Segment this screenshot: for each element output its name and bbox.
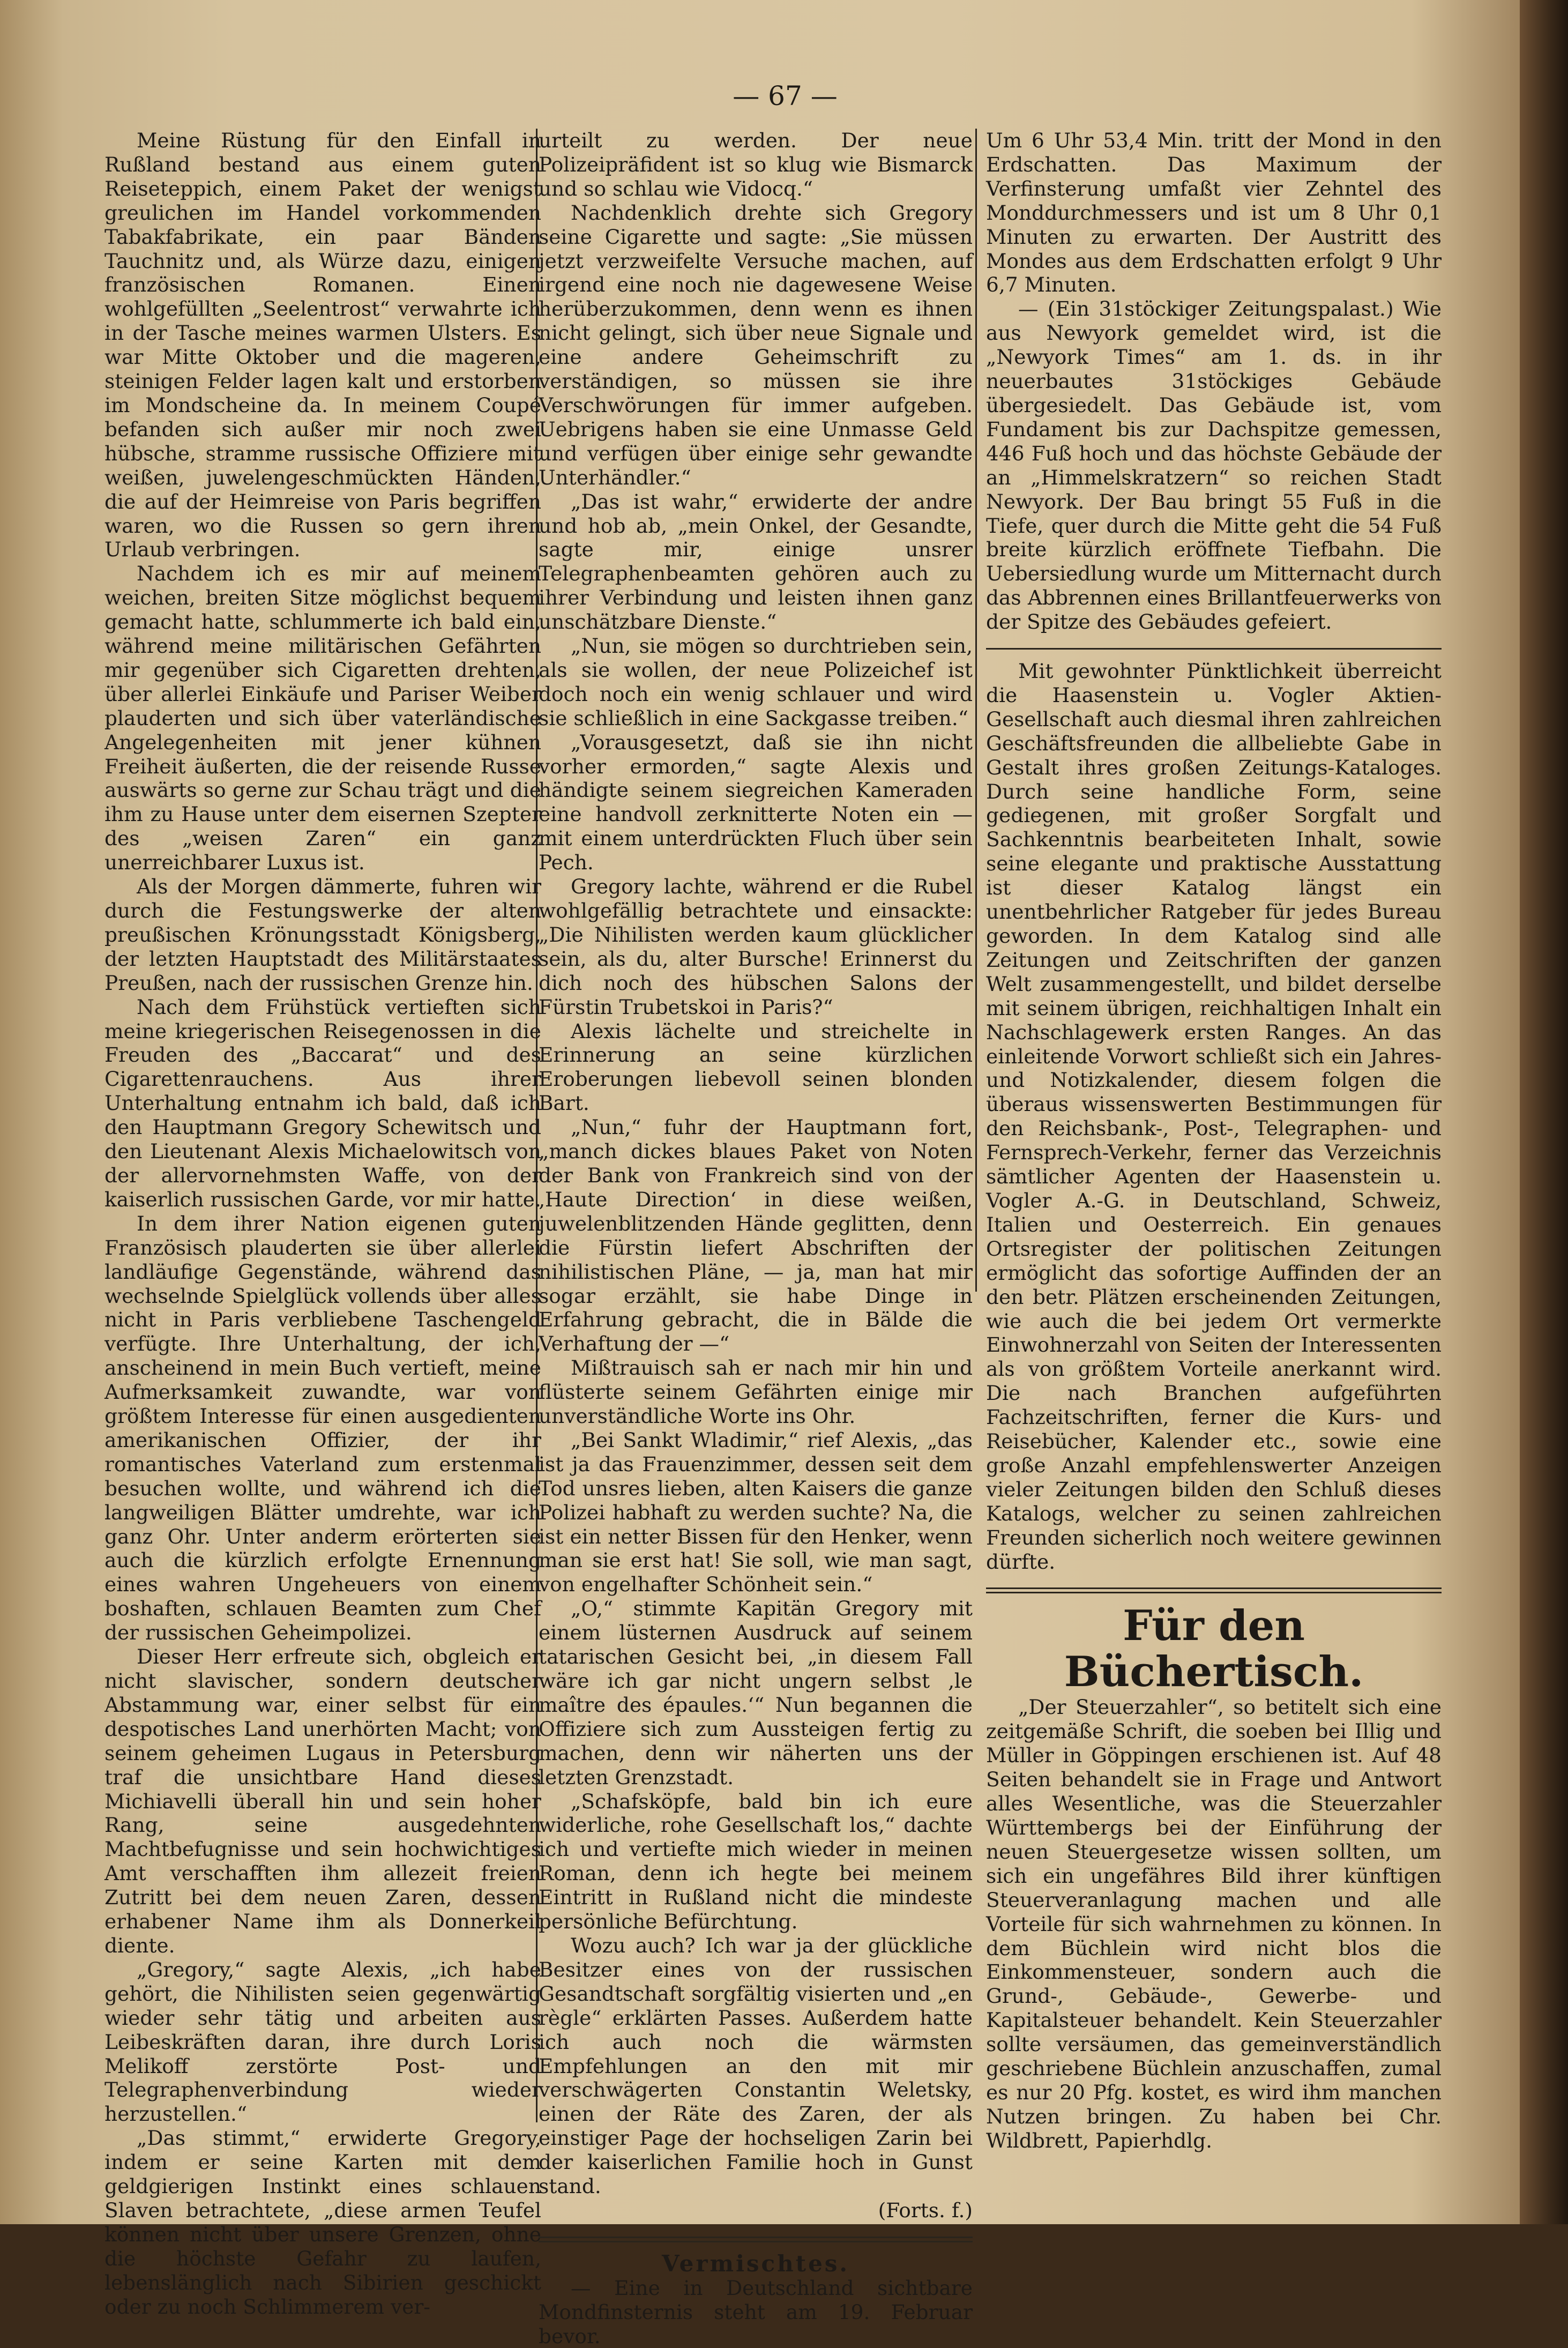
paragraph: „Nun,“ fuhr der Hauptmann fort, „manch dickes blaues Paket von Noten der Bank von Frankreich sind von der ‚Haute Direction‘ in diese weißen, juwelenblitzenden Hände geglitten, denn die Fürstin liefert Abschriften der nihilistischen Pläne, — ja, man hat mir sogar erzählt, sie habe Dinge in Erfahrung gebracht, die in Bälde die Verhaftung der —“ — [539, 1115, 973, 1356]
paragraph: Meine Rüstung für den Einfall in Rußland bestand aus einem guten Reiseteppich, einem Paket der wenigst greulichen im Handel vorkommenden Tabakfabrikate, ein paar Bänden Tauchnitz und, als Würze dazu, einigen französischen Romanen. Einen wohlgefüllten „Seelentrost“ verwahrte ich in der Tasche meines warmen Ulsters. Es war Mitte Oktober und die mageren, steinigen Felder lagen kalt und erstorben im Mondscheine da. In meinem Coupé befanden sich außer mir noch zwei hübsche, stramme russische Offiziere mit weißen, juwelengeschmückten Händen, die auf der Heimreise von Paris begriffen waren, wo die Russen so gern ihren Urlaub verbringen. — [104, 129, 541, 562]
paragraph: Dieser Herr erfreute sich, obgleich er nicht slavischer, sondern deutscher Abstammung war, einer selbst für ein despotisches Land unerhörten Macht; von seinem geheimen Lugaus in Petersburg traf die unsichtbare Hand dieses Michiavelli überall hin und sein hoher Rang, seine ausgedehnten Machtbefugnisse und sein hochwichtiges Amt verschafften ihm allezeit freien Zutritt bei dem neuen Zaren, dessen erhabener Name ihm als Donnerkeil diente. — [104, 1645, 541, 1957]
continuation-note: (Forts. f.) — [878, 2198, 973, 2222]
paragraph: „O,“ stimmte Kapitän Gregory mit einem lüsternen Ausdruck auf seinem tatarischen Gesicht bei, „in diesem Fall wäre ich gar nicht ungern selbst ‚le maître des épaules.‘“ Nun begannen die Offiziere sich zum Aussteigen fertig zu machen, denn wir näherten uns der letzten Grenzstadt. — [539, 1597, 973, 1789]
column-3 — [986, 129, 1442, 2153]
paragraph: — Eine in Deutschland sichtbare Mondfinsternis steht am 19. Februar bevor. — [539, 2276, 973, 2348]
paragraph: „Gregory,“ sagte Alexis, „ich habe gehört, die Nihilisten seien gegenwärtig wieder sehr tätig und arbeiten aus Leibeskräften daran, ihre durch Loris Melikoff zerstörte Post- und Telegraphenverbindung wieder herzustellen.“ — [104, 1957, 541, 2126]
section-divider — [986, 648, 1442, 650]
column-divider-2 — [975, 129, 977, 1292]
column-2 — [539, 129, 973, 2348]
paragraph: Mißtrauisch sah er nach mir hin und flüsterte seinem Gefährten einige mir unverständliche Worte ins Ohr. — [539, 1356, 973, 1428]
paragraph: In dem ihrer Nation eigenen guten Französisch plauderten sie über allerlei landläufige Gegenstände, während das wechselnde Spielglück vollends über alles nicht in Paris verbliebene Taschengeld verfügte. Ihre Unterhaltung, der ich, anscheinend in mein Buch vertieft, meine Aufmerksamkeit zuwandte, war von größtem Interesse für einen ausgedienten amerikanischen Offizier, der ihr romantisches Vaterland zum erstenmal besuchen wollte, und während ich die langweiligen Blätter umdrehte, war ich ganz Ohr. Unter anderm erörterten sie auch die kürzlich erfolgte Ernennung eines wahren Ungeheuers von einem boshaften, schlauen Beamten zum Chef der russischen Geheimpolizei. — [104, 1211, 541, 1645]
book-binding — [1520, 0, 1568, 2224]
paragraph: Mit gewohnter Pünktlichkeit überreicht die Haasenstein u. Vogler Aktien-Gesellschaft auch diesmal ihren zahlreichen Geschäftsfreunden die allbeliebte Gabe in Gestalt ihres großen Zeitungs-Kataloges. Durch seine handliche Form, seine gediegenen, mit großer Sorgfalt und Sachkenntnis bearbeiteten Inhalt, sowie seine elegante und praktische Ausstattung ist dieser Katalog längst ein unentbehrlicher Ratgeber für jedes Bureau geworden. In dem Katalog sind alle Zeitungen und Zeitschriften der ganzen Welt zusammengestellt, und bildet derselbe mit seinem übrigen, reichhaltigen Inhalt ein Nachschlagewerk ersten Ranges. An das einleitende Vorwort schließt sich ein Jahres- und Notizkalender, diesem folgen die überaus wissenswerten Bestimmungen für den Reichsbank-, Post-, Telegraphen- und Fernsprech-Verkehr, ferner das Verzeichnis sämtlicher Agenten der Haasenstein u. Vogler A.-G. in Deutschland, Schweiz, Italien und Oesterreich. Ein genaues Ortsregister der politischen Zeitungen ermöglicht das sofortige Auffinden der an den betr. Plätzen erscheinenden Zeitungen, wie auch die bei jedem Ort vermerkte Einwohnerzahl von Seiten der Interessenten als von größtem Vorteile anerkannt wird. Die nach Branchen aufgeführten Fachzeitschriften, ferner die Kurs- und Reisebücher, Kalender etc., sowie eine große Anzahl empfehlenswerter Anzeigen vieler Zeitungen bilden den Schluß dieses Katalogs, welcher zu seinen zahlreichen Freunden sicherlich noch weitere gewinnen dürfte. — [986, 659, 1442, 1574]
paragraph: „Das ist wahr,“ erwiderte der andre und hob ab, „mein Onkel, der Gesandte, sagte mir, einige unsrer Telegraphenbeamten gehören auch zu ihrer Verbindung und leisten ihnen ganz unschätzbare Dienste.“ — [539, 489, 973, 634]
paragraph: „Vorausgesetzt, daß sie ihn nicht vorher ermorden,“ sagte Alexis und händigte seinem siegreichen Kameraden eine handvoll zerknitterte Noten ein — mit einem unterdrückten Fluch über sein Pech. — [539, 730, 973, 875]
section-divider — [986, 1587, 1442, 1593]
paragraph: Nachdem ich es mir auf meinem weichen, breiten Sitze möglichst bequem gemacht hatte, schlummerte ich bald ein, während meine militärischen Gefährten mir gegenüber sich Cigaretten drehten, über allerlei Einkäufe und Pariser Weiber plauderten und sich über vaterländische Angelegenheiten mit jener kühnen Freiheit äußerten, die der reisende Russe auswärts so gerne zur Schau trägt und die ihm zu Hause unter dem eisernen Szepter des „weisen Zaren“ ein ganz unerreichbarer Luxus ist. — [104, 562, 541, 875]
paragraph: „Schafsköpfe, bald bin ich eure widerliche, rohe Gesellschaft los,“ dachte ich und vertiefte mich wieder in meinen Roman, denn ich hegte bei meinem Eintritt in Rußland nicht die mindeste persönliche Befürchtung. — [539, 1789, 973, 1934]
paragraph: Wozu auch? Ich war ja der glückliche Besitzer eines von der russischen Gesandtschaft sorgfältig visierten und „en règle“ erklärten Passes. Außerdem hatte ich auch noch die wärmsten Empfehlungen an den mit mir verschwägerten Constantin Weletsky, einen der Räte des Zaren, der als einstiger Page der hochseligen Zarin bei der kaiserlichen Familie hoch in Gunst stand. — [539, 1933, 973, 2198]
section-heading-buechertisch: Für den Büchertisch. — [1064, 1601, 1364, 1697]
paragraph: Gregory lachte, während er die Rubel wohlgefällig betrachtete und einsackte: „Die Nihilisten werden kaum glücklicher sein, als du, alter Bursche! Erinnerst du dich noch des hübschen Salons der Fürstin Trubetskoi in Paris?“ — [539, 875, 973, 1019]
paragraph: „Das stimmt,“ erwiderte Gregory, indem er seine Karten mit dem geldgierigen Instinkt eines schlauen Slaven betrachtete, „diese armen Teufel können nicht über unsere Grenzen, ohne die höchste Gefahr zu laufen, lebenslänglich nach Sibirien geschickt oder zu noch Schlimmerem ver- — [104, 2126, 541, 2319]
paragraph: „Nun, sie mögen so durchtrieben sein, als sie wollen, der neue Polizeichef ist doch noch ein wenig schlauer und wird sie schließlich in eine Sackgasse treiben.“ — [539, 634, 973, 730]
paragraph: „Der Steuerzahler“, so betitelt sich eine zeitgemäße Schrift, die soeben bei Illig und Müller in Göppingen erschienen ist. Auf 48 Seiten behandelt sie in Frage und Antwort alles Wesentliche, was die Steuerzahler Württembergs bei der Einführung der neuen Steuergesetze wissen sollten, um sich ein ungefähres Bild ihrer künftigen Steuerveranlagung machen und alle Vorteile für sich wahrnehmen zu können. In dem Büchlein wird nicht blos die Einkommensteuer, sondern auch die Grund-, Gebäude-, Gewerbe- und Kapitalsteuer behandelt. Kein Steuerzahler sollte versäumen, das gemeinverständlich geschriebene Büchlein anzuschaffen, zumal es nur 20 Pfg. kostet, es wird ihm manchen Nutzen bringen. Zu haben bei Chr. Wildbrett, Papierhdlg. — [986, 1695, 1442, 2152]
paragraph: Nach dem Frühstück vertieften sich meine kriegerischen Reisegenossen in die Freuden des „Baccarat“ und des Cigarettenrauchens. Aus ihrer Unterhaltung entnahm ich bald, daß ich den Hauptmann Gregory Schewitsch und den Lieutenant Alexis Michaelowitsch von der allervornehmsten Waffe, von der kaiserlich russischen Garde, vor mir hatte. — [104, 995, 541, 1211]
paragraph: urteilt zu werden. Der neue Polizeipräfident ist so klug wie Bismarck und so schlau wie Vidocq.“ — [539, 129, 973, 200]
section-divider — [539, 2237, 973, 2242]
paragraph: „Bei Sankt Wladimir,“ rief Alexis, „das ist ja das Frauenzimmer, dessen seit dem Tod unsres lieben, alten Kaisers die ganze Polizei habhaft zu werden suchte? Na, die ist ein netter Bissen für den Henker, wenn man sie erst hat! Sie soll, wie man sagt, von engelhafter Schönheit sein.“ — [539, 1428, 973, 1597]
paragraph: — (Ein 31stöckiger Zeitungspalast.) Wie aus Newyork gemeldet wird, ist die „Newyork Times“ am 1. ds. in ihr neuerbautes 31stöckiges Gebäude übergesiedelt. Das Gebäude ist, vom Fundament bis zur Dachspitze gemessen, 446 Fuß hoch und das höchste Gebäude der an „Himmelskratzern“ so reichen Stadt Newyork. Der Bau bringt 55 Fuß in die Tiefe, quer durch die Mitte geht die 54 Fuß breite kürzlich eröffnete Tiefbahn. Die Uebersiedlung wurde um Mitternacht durch das Abbrennen eines Brillantfeuerwerks von der Spitze des Gebäudes gefeiert. — [986, 297, 1442, 634]
paragraph: Nachdenklich drehte sich Gregory seine Cigarette und sagte: „Sie müssen jetzt verzweifelte Versuche machen, auf irgend eine noch nie dagewesene Weise herüberzukommen, denn wenn es ihnen nicht gelingt, sich über neue Signale und eine andere Geheimschrift zu verständigen, so müssen sie ihre Verschwörungen für immer aufgeben. Uebrigens haben sie eine Unmasse Geld und verfügen über einige sehr gewandte Unterhändler.“ — [539, 200, 973, 489]
paragraph: Alexis lächelte und streichelte in Erinnerung an seine kürzlichen Eroberungen liebevoll seinen blonden Bart. — [539, 1019, 973, 1115]
paragraph: Um 6 Uhr 53,4 Min. tritt der Mond in den Erdschatten. Das Maximum der Verfinsterung umfaßt vier Zehntel des Monddurchmessers und ist um 8 Uhr 0,1 Minuten zu erwarten. Der Austritt des Mondes aus dem Erdschatten erfolgt 9 Uhr 6,7 Minuten. — [986, 129, 1442, 297]
section-heading-vermischtes: Vermischtes. — [661, 2250, 850, 2277]
page-number: — 67 — — [733, 80, 838, 111]
column-1 — [104, 129, 541, 2319]
paragraph: Als der Morgen dämmerte, fuhren wir durch die Festungswerke der alten preußischen Krönungsstadt Königsberg, der letzten Hauptstadt des Militärstaates Preußen, nach der russischen Grenze hin. — [104, 875, 541, 995]
